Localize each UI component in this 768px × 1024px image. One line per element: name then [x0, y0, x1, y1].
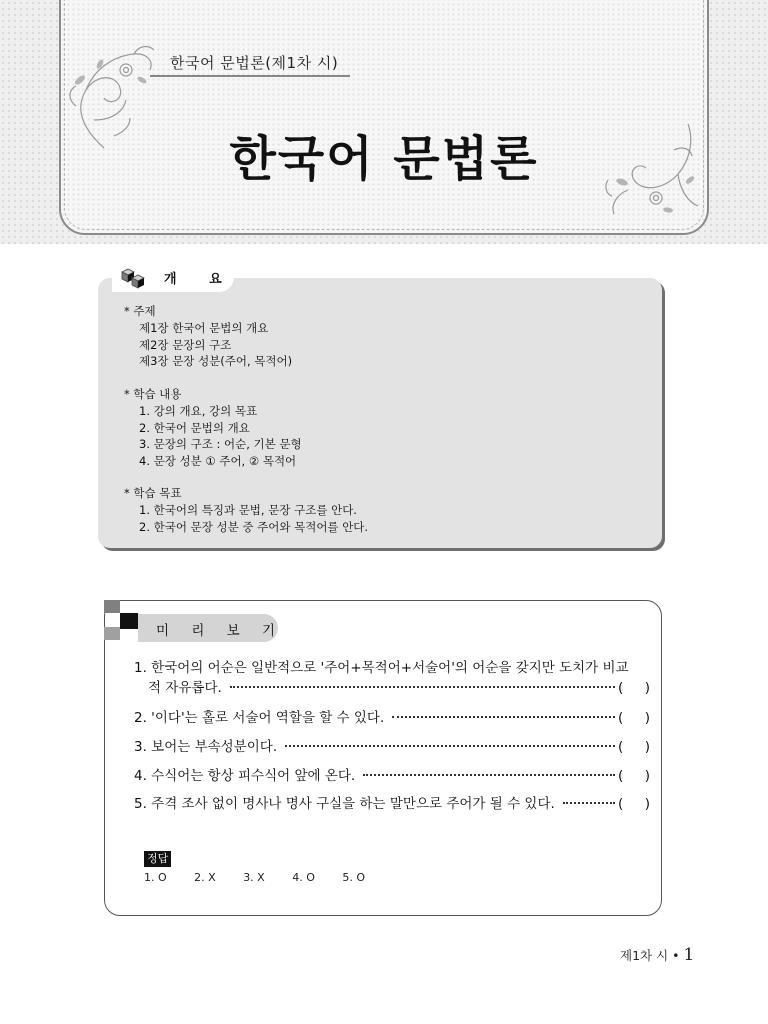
- decorative-square-icon: [120, 613, 138, 629]
- question-text: 적 자유롭다.: [148, 680, 222, 696]
- list-item: 제1장 한국어 문법의 개요: [139, 320, 269, 335]
- overview-section-content: [124, 386, 302, 470]
- answer-blank[interactable]: ( ): [618, 680, 650, 696]
- overview-section-topics: [124, 303, 292, 370]
- quiz-question-2: [134, 706, 650, 726]
- decorative-square-icon: [104, 600, 120, 613]
- question-text: 4. 수식어는 항상 피수식어 앞에 온다.: [134, 768, 356, 784]
- section-heading: * 학습 목표: [124, 486, 182, 500]
- list-item: 제3장 문장 성분(주어, 목적어): [139, 354, 293, 369]
- list-item: 1. 강의 개요, 강의 목표: [139, 403, 258, 418]
- list-item: 1. 한국어의 특징과 문법, 문장 구조를 안다.: [139, 502, 357, 517]
- overview-section-goals: [124, 485, 368, 535]
- answer-blank[interactable]: ( ): [618, 796, 650, 812]
- page-footer: [620, 945, 694, 965]
- answer-blank[interactable]: ( ): [618, 768, 650, 784]
- question-text: 5. 주격 조사 없이 명사나 명사 구실을 하는 말만으로 주어가 될 수 있다.: [134, 796, 555, 812]
- answer-item: 3. X: [243, 871, 265, 884]
- answer-blank[interactable]: ( ): [618, 710, 650, 726]
- leader-dots: [230, 685, 615, 688]
- list-item: 2. 한국어 문장 성분 중 주어와 목적어를 안다.: [139, 519, 369, 534]
- answer-key-badge: 정답: [144, 851, 171, 867]
- quiz-question-4: [134, 764, 650, 784]
- answer-item: 4. O: [292, 871, 315, 884]
- list-item: 4. 문장 성분 ① 주어, ② 목적어: [139, 454, 297, 469]
- page-number: 1: [683, 945, 695, 965]
- question-text: 2. '이다'는 홀로 서술어 역할을 할 수 있다.: [134, 710, 385, 726]
- decorative-square-icon: [104, 627, 120, 640]
- answer-item: 1. O: [144, 871, 167, 884]
- answer-blank[interactable]: ( ): [618, 739, 650, 755]
- subject-title: 한국어 문법론(제1차 시): [170, 54, 339, 72]
- list-item: 3. 문장의 구조 : 어순, 기본 문형: [139, 437, 302, 452]
- stacked-cubes-icon: [120, 264, 148, 290]
- question-text: 1. 한국어의 어순은 일반적으로 '주어+목적어+서술어'의 어순을 갖지만 도치가 비교: [134, 660, 629, 676]
- leader-dots: [285, 744, 615, 747]
- section-heading: * 주제: [124, 304, 156, 318]
- list-item: 제2장 문장의 구조: [139, 337, 232, 352]
- quiz-question-3: [134, 735, 650, 755]
- question-text: 3. 보어는 부속성분이다.: [134, 739, 278, 755]
- footer-text: 제1차 시 •: [620, 948, 680, 963]
- answer-item: 2. X: [194, 871, 216, 884]
- answer-key: [144, 871, 389, 884]
- list-item: 2. 한국어 문법의 개요: [139, 420, 250, 435]
- subject-title-underline: [150, 75, 350, 77]
- quiz-question-5: [134, 792, 650, 812]
- page-title: 한국어 문법론: [229, 131, 539, 187]
- leader-dots: [392, 715, 615, 718]
- quiz-question-1: [134, 656, 650, 696]
- preview-panel: [104, 600, 662, 916]
- overview-label: 개 요: [164, 272, 236, 287]
- leader-dots: [363, 773, 615, 776]
- leader-dots: [563, 801, 615, 804]
- preview-label: 미 리 보 기: [156, 623, 285, 639]
- section-heading: * 학습 내용: [124, 387, 182, 401]
- answer-item: 5. O: [342, 871, 366, 884]
